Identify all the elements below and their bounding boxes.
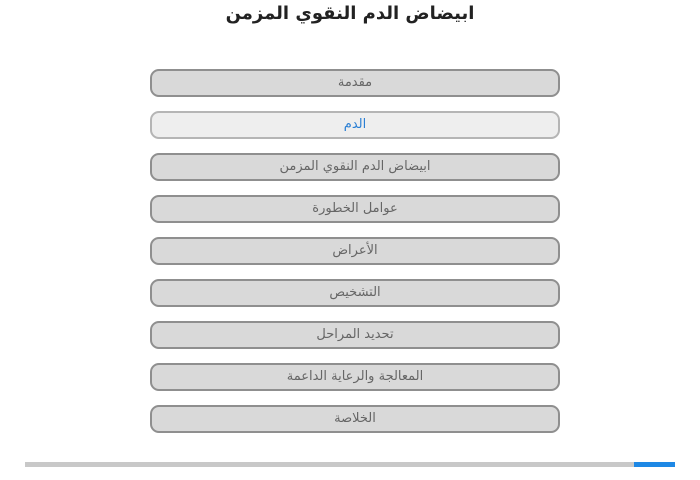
menu-item-cml[interactable]: ابيضاض الدم النقوي المزمن <box>150 153 560 181</box>
progress-bar-fill <box>634 462 675 467</box>
menu-item-summary[interactable]: الخلاصة <box>150 405 560 433</box>
progress-bar <box>25 462 675 467</box>
menu-item-introduction[interactable]: مقدمة <box>150 69 560 97</box>
chapter-menu <box>150 69 560 447</box>
menu-item-blood[interactable]: الدم <box>150 111 560 139</box>
menu-item-treatment[interactable]: المعالجة والرعاية الداعمة <box>150 363 560 391</box>
menu-item-symptoms[interactable]: الأعراض <box>150 237 560 265</box>
menu-item-staging[interactable]: تحديد المراحل <box>150 321 560 349</box>
menu-item-diagnosis[interactable]: التشخيص <box>150 279 560 307</box>
page-title: ابيضاض الدم النقوي المزمن <box>225 3 475 24</box>
menu-item-risk-factors[interactable]: عوامل الخطورة <box>150 195 560 223</box>
